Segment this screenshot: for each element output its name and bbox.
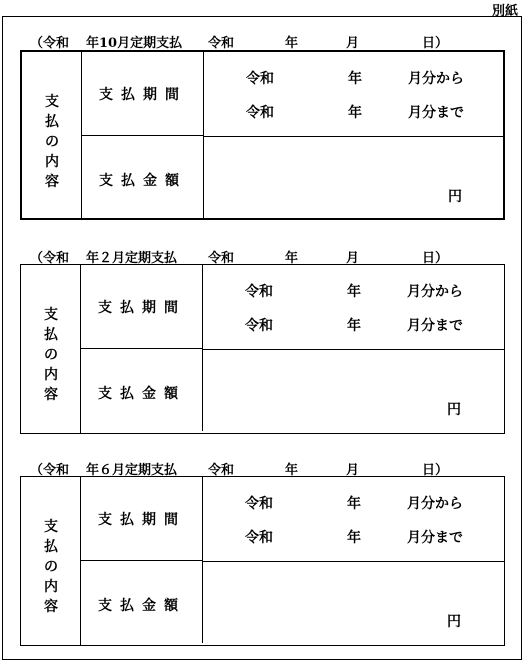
row-divider bbox=[203, 561, 504, 562]
yen-unit: 円 bbox=[447, 402, 461, 418]
header-month: 月 bbox=[346, 36, 360, 51]
period-label-cell bbox=[81, 265, 203, 349]
header-month: 月 bbox=[346, 463, 360, 478]
to-era: 令和 bbox=[246, 105, 274, 121]
header-payment-title: 年６月定期支払 bbox=[86, 463, 178, 478]
period-label-cell bbox=[82, 52, 204, 136]
amount-label: 支払金額 bbox=[99, 173, 187, 189]
to-year: 年 bbox=[347, 318, 361, 334]
header-year: 年 bbox=[285, 36, 299, 51]
from-year: 年 bbox=[348, 71, 362, 87]
header-era: 令和 bbox=[208, 463, 235, 478]
to-month-suffix: 月分まで bbox=[408, 105, 464, 121]
from-era: 令和 bbox=[245, 496, 273, 512]
amount-label: 支払金額 bbox=[98, 386, 186, 402]
to-month-suffix: 月分まで bbox=[407, 318, 463, 334]
payment-table bbox=[20, 476, 505, 646]
period-label: 支払期間 bbox=[98, 512, 186, 528]
section-header bbox=[30, 32, 450, 50]
payment-section-feb bbox=[0, 247, 526, 447]
header-era: 令和 bbox=[208, 251, 235, 266]
to-year: 年 bbox=[347, 530, 361, 546]
yen-unit: 円 bbox=[448, 189, 462, 205]
from-month-suffix: 月分から bbox=[407, 284, 463, 300]
amount-label-cell bbox=[81, 349, 203, 431]
from-era: 令和 bbox=[245, 284, 273, 300]
from-year: 年 bbox=[347, 284, 361, 300]
content-side-column bbox=[21, 477, 81, 645]
side-label: 支 払 の 内 容 bbox=[45, 94, 59, 190]
row-divider bbox=[204, 136, 503, 137]
header-year: 年 bbox=[285, 463, 299, 478]
header-payment-title: 年10月定期支払 bbox=[86, 36, 183, 51]
from-year: 年 bbox=[347, 496, 361, 512]
amount-label: 支払金額 bbox=[98, 598, 186, 614]
payment-table bbox=[20, 264, 505, 434]
section-header bbox=[30, 459, 450, 477]
amount-label-cell bbox=[81, 561, 203, 643]
row-divider bbox=[203, 349, 504, 350]
appendix-label: 別紙 bbox=[491, 4, 518, 19]
header-payment-title: 年２月定期支払 bbox=[86, 251, 178, 266]
period-label: 支払期間 bbox=[98, 300, 186, 316]
payment-section-jun bbox=[0, 459, 526, 659]
side-label: 支 払 の 内 容 bbox=[44, 307, 58, 403]
to-month-suffix: 月分まで bbox=[407, 530, 463, 546]
to-era: 令和 bbox=[245, 530, 273, 546]
yen-unit: 円 bbox=[447, 614, 461, 630]
header-year: 年 bbox=[285, 251, 299, 266]
side-label: 支 払 の 内 容 bbox=[44, 519, 58, 615]
content-side-column bbox=[22, 52, 82, 218]
content-side-column bbox=[21, 265, 81, 433]
from-month-suffix: 月分から bbox=[408, 71, 464, 87]
period-label: 支払期間 bbox=[99, 87, 187, 103]
payment-section-oct bbox=[0, 32, 526, 232]
header-era-open: （令和 bbox=[30, 463, 70, 478]
to-year: 年 bbox=[348, 105, 362, 121]
header-day-close: 日） bbox=[422, 251, 449, 266]
payment-table bbox=[20, 50, 505, 220]
header-month: 月 bbox=[346, 251, 360, 266]
section-header bbox=[30, 247, 450, 265]
header-day-close: 日） bbox=[422, 36, 449, 51]
from-month-suffix: 月分から bbox=[407, 496, 463, 512]
to-era: 令和 bbox=[245, 318, 273, 334]
header-day-close: 日） bbox=[422, 463, 449, 478]
header-era-open: （令和 bbox=[30, 36, 70, 51]
period-label-cell bbox=[81, 477, 203, 561]
from-era: 令和 bbox=[246, 71, 274, 87]
header-era-open: （令和 bbox=[30, 251, 70, 266]
amount-label-cell bbox=[82, 136, 204, 218]
header-era: 令和 bbox=[208, 36, 235, 51]
